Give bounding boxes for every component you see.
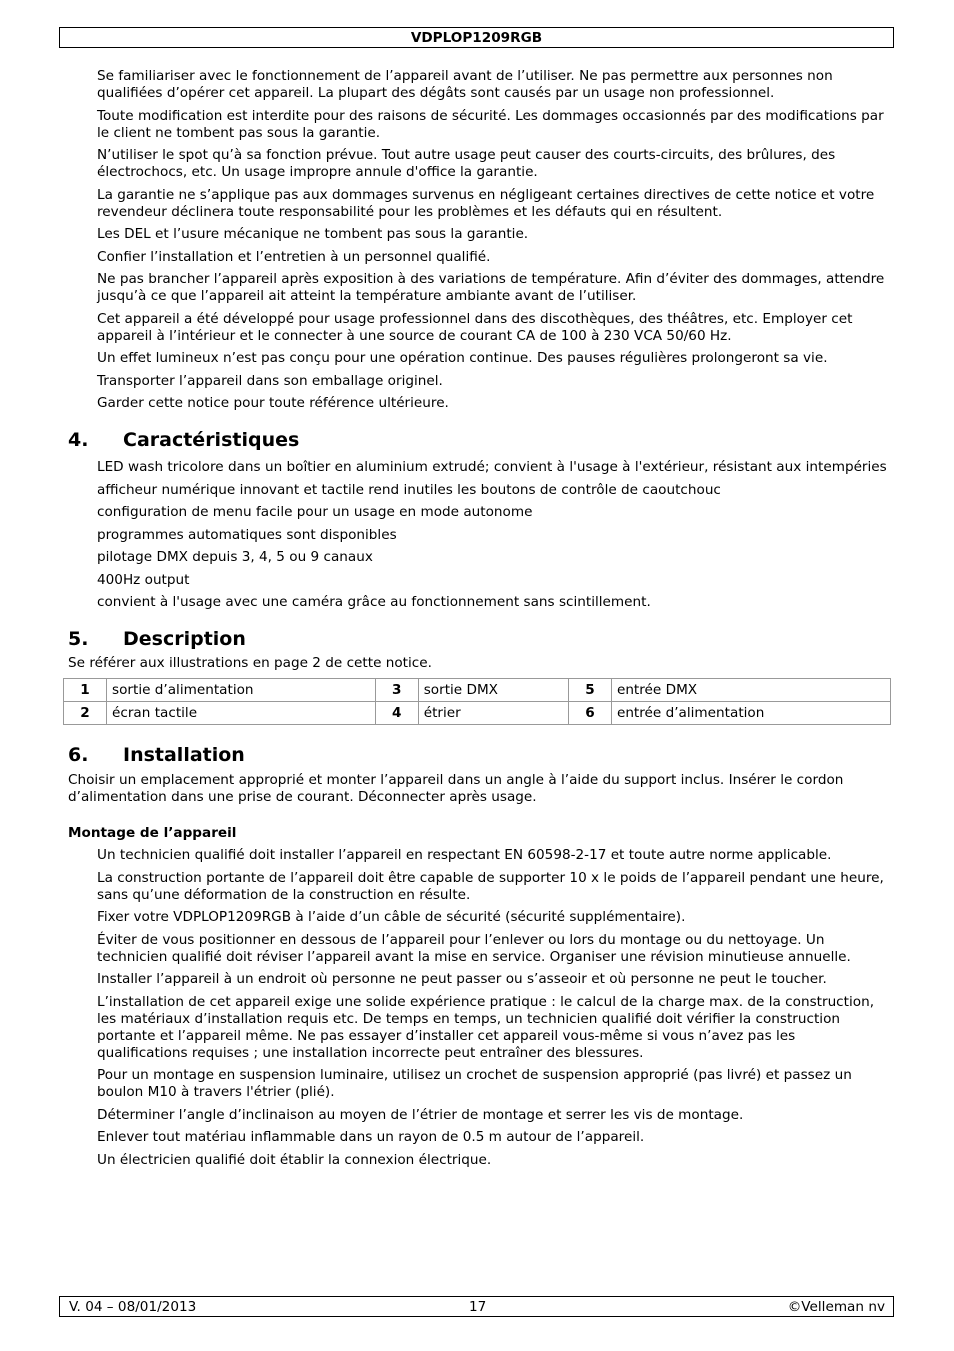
list-item: 400Hz output — [97, 571, 190, 588]
list-item: Déterminer l’angle d’inclinaison au moyen de l’étrier de montage et serrer les vis de montage. — [97, 1106, 744, 1123]
list-item: Un technicien qualifié doit installer l’appareil en respectant EN 60598-2-17 et toute autre norme applicable. — [97, 847, 832, 863]
part-label: entrée DMX — [611, 679, 890, 702]
part-label: étrier — [418, 702, 568, 725]
subsection-title: Montage de l’appareil — [68, 825, 237, 841]
list-item: pilotage DMX depuis 3, 4, 5 ou 9 canaux — [97, 549, 373, 565]
list-item: configuration de menu facile pour un usage en mode autonome — [97, 504, 533, 520]
part-number: 5 — [568, 679, 611, 702]
section-title: Caractéristiques — [123, 429, 300, 451]
list-item: Les DEL et l’usure mécanique ne tombent pas sous la garantie. — [97, 226, 529, 242]
part-number: 3 — [375, 679, 418, 702]
list-item: programmes automatiques sont disponibles — [97, 526, 397, 543]
section-heading-4 — [68, 428, 888, 452]
intro-list — [68, 68, 888, 412]
part-label: sortie DMX — [418, 679, 568, 702]
table-row — [64, 679, 891, 702]
part-number: 6 — [568, 702, 611, 725]
list-item: Pour un montage en suspension luminaire, utilisez un crochet de suspension approprié (pas livré) et passez un boulon M10 à travers l'étrier (plié). — [97, 1067, 852, 1100]
section-number: 4. — [68, 429, 89, 451]
parts-table — [63, 678, 891, 725]
section-title: Description — [123, 628, 246, 650]
list-item: Toute modification est interdite pour des raisons de sécurité. Les dommages occasionnés par des modifications par le client ne tombent pas sous la garantie. — [97, 107, 884, 141]
list-item: Cet appareil a été développé pour usage professionnel dans des discothèques, des théâtres, etc. Employer cet appareil à l’intérieur et le connecter à une source de courant CA de 100 à 230 VCA 50/60 Hz. — [97, 310, 853, 344]
section-number: 5. — [68, 628, 89, 650]
section-text: Se référer aux illustrations en page 2 de cette notice. — [68, 655, 432, 671]
page-content — [68, 68, 888, 1174]
list-item: Se familiariser avec le fonctionnement de l’appareil avant de l’utiliser. Ne pas permettre aux personnes non qualifiées d’opérer cet appareil. La plupart des dégâts sont causés par un usage non professionnel. — [97, 68, 833, 101]
part-label: entrée d’alimentation — [611, 702, 890, 725]
list-item: Un effet lumineux n’est pas conçu pour une opération continue. Des pauses régulières prolongeront sa vie. — [97, 350, 828, 366]
page-number: 17 — [469, 1299, 487, 1315]
part-number: 2 — [64, 702, 107, 725]
list-item: Éviter de vous positionner en dessous de l’appareil pour l’enlever ou lors du montage ou du nettoyage. Un technicien qualifié doit réviser l’appareil avant la mise en service. Organiser une révision minutieuse annuelle. — [97, 931, 851, 965]
part-number: 4 — [375, 702, 418, 725]
page-header — [59, 27, 894, 48]
list-item: afficheur numérique innovant et tactile rend inutiles les boutons de contrôle de caoutchouc — [97, 481, 721, 498]
version-label: V. 04 – 08/01/2013 — [69, 1299, 197, 1315]
list-item: Ne pas brancher l’appareil après exposition à des variations de température. Afin d’éviter des dommages, attendre jusqu’à ce que l’appareil ait atteint la température ambiante avant de l’utiliser. — [97, 271, 885, 304]
list-item: La construction portante de l’appareil doit être capable de supporter 10 x le poids de l’appareil pendant une heure, sans qu’une déformation de la construction en résulte. — [97, 869, 884, 903]
list-item: convient à l'usage avec une caméra grâce au fonctionnement sans scintillement. — [97, 594, 651, 610]
list-item: La garantie ne s’applique pas aux dommages survenus en négligeant certaines directives de cette notice et votre revendeur déclinera toute responsabilité pour les problèmes et les défauts qui en résultent. — [97, 186, 875, 220]
part-label: écran tactile — [107, 702, 376, 725]
list-item: Confier l’installation et l’entretien à un personnel qualifié. — [97, 248, 491, 265]
list-item: Fixer votre VDPLOP1209RGB à l’aide d’un câble de sécurité (sécurité supplémentaire). — [97, 909, 686, 925]
section-title: Installation — [123, 744, 245, 766]
section-heading-6 — [68, 743, 888, 767]
part-number: 1 — [64, 679, 107, 702]
section-number: 6. — [68, 744, 89, 766]
copyright-label: ©Velleman nv — [787, 1299, 885, 1315]
section-text: Choisir un emplacement approprié et monter l’appareil dans un angle à l’aide du support inclus. Insérer le cordon d’alimentation dans une prise de courant. Déconnecter après usage. — [68, 772, 844, 805]
list-item: LED wash tricolore dans un boîtier en aluminium extrudé; convient à l'usage à l'extérieur, résistant aux intempéries — [97, 459, 887, 475]
section-heading-5 — [68, 627, 888, 651]
document-title: VDPLOP1209RGB — [410, 30, 543, 46]
list-item: Transporter l’appareil dans son emballage originel. — [97, 372, 443, 389]
page-footer — [59, 1296, 894, 1317]
part-label: sortie d’alimentation — [107, 679, 376, 702]
list-item: Garder cette notice pour toute référence ultérieure. — [97, 395, 449, 411]
list-item: Un électricien qualifié doit établir la connexion électrique. — [97, 1151, 492, 1168]
table-row — [64, 702, 891, 725]
list-item: L’installation de cet appareil exige une solide expérience pratique : le calcul de la charge max. de la construction, les matériaux d’installation requis etc. De temps en temps, un technicien qualifié doit vérifier la construction portante et l’appareil même. Ne pas essayer d’installer cet appareil vous-même si vous n’avez pas les qualifications requises ; une installation incorrecte peut entraîner des blessures. — [97, 993, 875, 1061]
features-list — [68, 459, 888, 611]
list-item: N’utiliser le spot qu’à sa fonction prévue. Tout autre usage peut causer des courts-circuits, des brûlures, des électrochocs, etc. Un usage impropre annule d'office la garantie. — [97, 147, 836, 180]
installation-list — [68, 847, 888, 1169]
list-item: Enlever tout matériau inflammable dans un rayon de 0.5 m autour de l’appareil. — [97, 1129, 645, 1145]
list-item: Installer l’appareil à un endroit où personne ne peut passer ou s’asseoir et où personne ne peut le toucher. — [97, 971, 827, 987]
